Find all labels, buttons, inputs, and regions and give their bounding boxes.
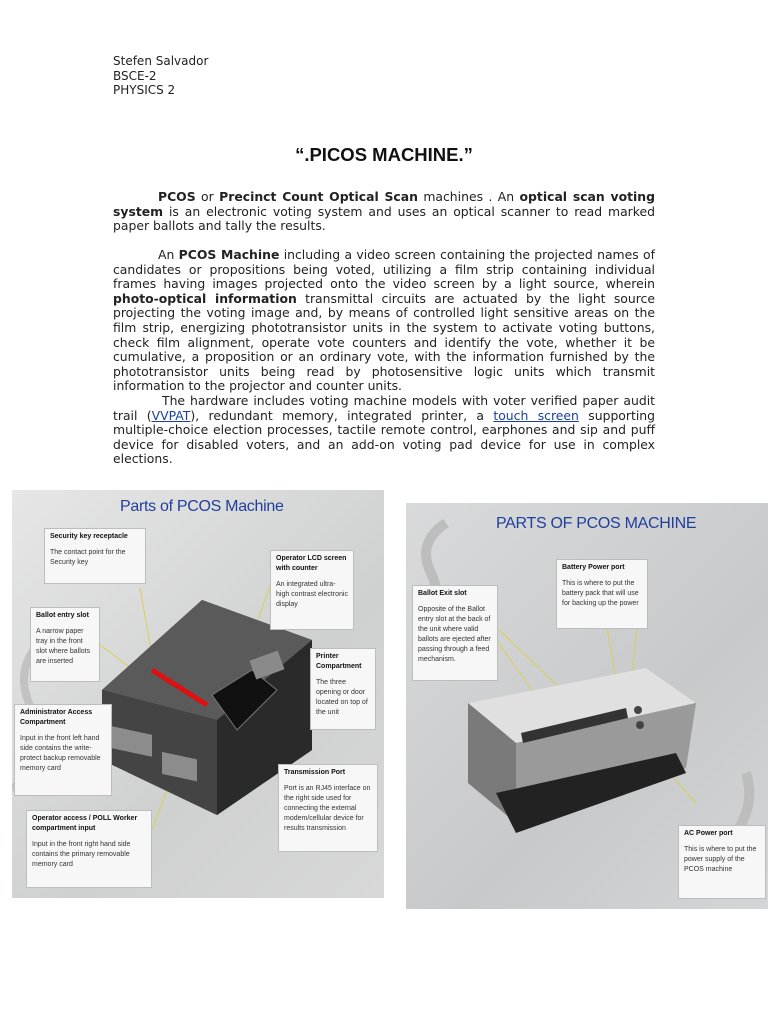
callout-admin-access: Administrator Access Compartment Input in the front left hand side contains the write-protect backup removable memory card — [14, 704, 112, 796]
callout-security-key: Security key receptacle The contact point for the Security key — [44, 528, 146, 584]
touch-screen-link[interactable]: touch screen — [493, 407, 579, 423]
author-name: Stefen Salvador — [113, 54, 209, 68]
figure1-title: Parts of PCOS Machine — [120, 498, 284, 515]
figure-parts-front — [12, 490, 384, 898]
figure-parts-back — [406, 503, 768, 909]
callout-operator-access: Operator access / POLL Worker compartment input Input in the front right hand side contains the primary removable memory card — [26, 810, 152, 888]
paragraph-hardware: The hardware includes voting machine models with voter verified paper audit trail (VVPAT), redundant memory, integrated printer, a touch screen supporting multiple-choice election processes, tactile remote control, earphones and sip and puff device for disabled voters, and an add-on voting pad device for use in complex elections. — [113, 393, 656, 467]
callout-battery-port: Battery Power port This is where to put the battery pack that will use for backing up the power — [556, 559, 648, 629]
subject-label: PHYSICS 2 — [113, 83, 176, 97]
callout-lcd-screen: Operator LCD screen with counter An integrated ultra-high contrast electronic display — [270, 550, 354, 630]
callout-ac-power: AC Power port This is where to put the power supply of the PCOS machine — [678, 825, 766, 899]
author-block — [113, 54, 208, 98]
vvpat-link[interactable]: VVPAT — [151, 407, 191, 423]
callout-ballot-exit: Ballot Exit slot Opposite of the Ballot entry slot at the back of the unit where valid ballots are ejected after passing through a feed mechanism. — [412, 585, 498, 681]
paragraph-description: An PCOS Machine including a video screen containing the projected names of candidates or propositions being voted, utilizing a film strip containing individual frames having images projected onto the video screen by a light source, wherein photo-optical information transmittal circuits are actuated by the light source projecting the voting image and, by means of controlled light sensitive areas on the film strip, energizing phototransistor units in the system to activate voting buttons, check film alignment, operate vote counters and identify the vote, whether it be cumulative, a proposition or an ordinary vote, with the information furnished by the phototransistor units being read by photosensitive logic units which transmit information to the projector and counter units. — [113, 247, 655, 394]
callout-printer: Printer Compartment The three opening or door located on top of the unit — [310, 648, 376, 730]
callout-transmission-port: Transmission Port Port is an RJ45 interface on the right side used for connecting the external modem/cellular device for results transmission — [278, 764, 378, 852]
figure2-title: PARTS OF PCOS MACHINE — [496, 515, 697, 532]
page-title: “.PICOS MACHINE.” — [295, 144, 473, 165]
paragraph-definition: PCOS or Precinct Count Optical Scan machines . An optical scan voting system is an electronic voting system and uses an optical scanner to read marked paper ballots and tally the results. — [113, 189, 655, 234]
section-label: BSCE-2 — [113, 68, 157, 83]
callout-ballot-entry: Ballot entry slot A narrow paper tray in the front slot where ballots are inserted — [30, 607, 100, 682]
